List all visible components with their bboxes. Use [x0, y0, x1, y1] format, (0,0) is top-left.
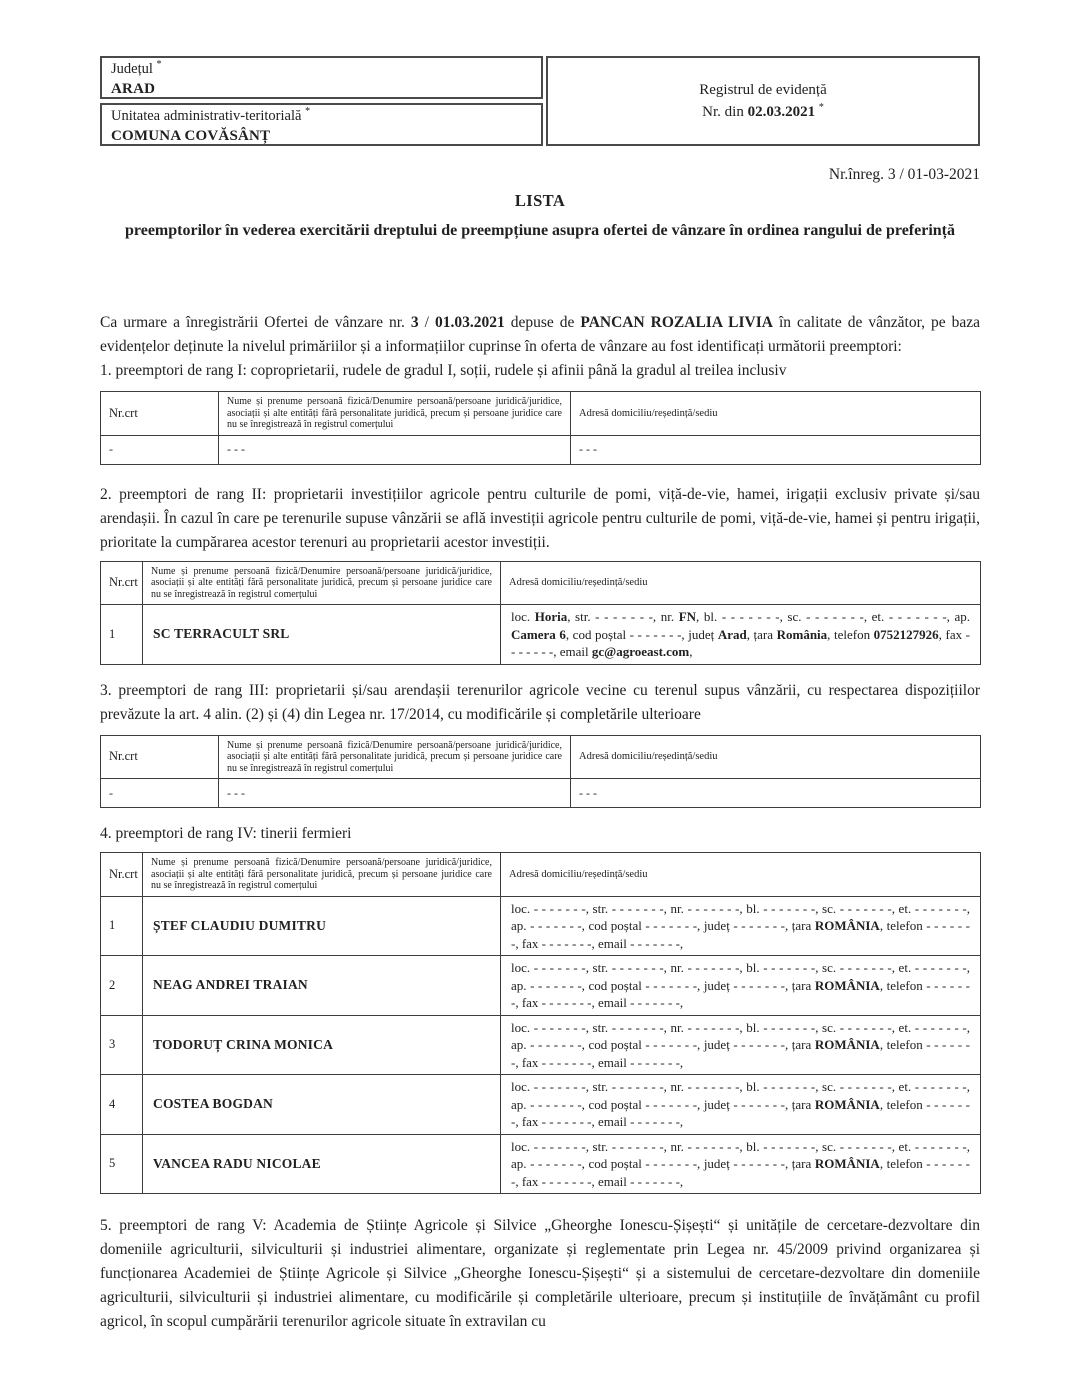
- table-row: [101, 435, 981, 464]
- document-subtitle: preemptorilor în vederea exercitării dreptului de preempțiune asupra ofertei de vânzare în ordinea rangului de preferință: [125, 222, 955, 239]
- cell-name: NEAG ANDREI TRAIAN: [143, 956, 501, 1016]
- cell-name: ȘTEF CLAUDIU DUMITRU: [143, 896, 501, 956]
- cell-address: loc. - - - - - - -, str. - - - - - - -, nr. - - - - - - -, bl. - - - - - - -, sc. - - - - - - -, et. - - - - - - -, ap. - - - - - - -, cod poștal - - - - - - -, județ - - - - - - -, țara ROMÂNIA, telefon - - - - - - -, fax - - - - - - -, email - - - - - - -,: [501, 1015, 981, 1075]
- section-rank1-heading: 1. preemptori de rang I: coproprietarii, rudele de gradul I, soții, rudele și afinii până la gradul al treilea inclusiv: [100, 362, 787, 379]
- uat-value: COMUNA COVĂSÂNȚ: [111, 128, 271, 144]
- cell-name: VANCEA RADU NICOLAE: [143, 1134, 501, 1194]
- cell-nr: 3: [101, 1015, 143, 1075]
- cell-nr: 4: [101, 1075, 143, 1135]
- cell-address: loc. - - - - - - -, str. - - - - - - -, nr. - - - - - - -, bl. - - - - - - -, sc. - - - - - - -, et. - - - - - - -, ap. - - - - - - -, cod poștal - - - - - - -, județ - - - - - - -, țara ROMÂNIA, telefon - - - - - - -, fax - - - - - - -, email - - - - - - -,: [501, 1134, 981, 1194]
- cell-name: - - -: [219, 435, 571, 464]
- column-header-nr: Nr.crt: [101, 561, 143, 605]
- rank4-table: [100, 852, 981, 1194]
- cell-address: - - -: [571, 435, 981, 464]
- cell-nr: 1: [101, 896, 143, 956]
- column-header-nr: Nr.crt: [101, 392, 219, 436]
- cell-nr: 2: [101, 956, 143, 1016]
- table-row: [101, 1075, 981, 1135]
- section-rank3-heading: 3. preemptori de rang III: proprietarii și/sau arendașii terenurilor agricole vecine cu terenul supus vânzării, cu respectarea dispozițiilor prevăzute la art. 4 alin. (2) și (4) din Legea nr. 17/2014, cu modificările și completările ulterioare: [100, 681, 980, 723]
- cell-address: loc. Horia, str. - - - - - - -, nr. FN, bl. - - - - - - -, sc. - - - - - - -, et. - - - - - - -, ap. Camera 6, cod poștal - - - - - - -, județ Arad, țara România, telefon 0752127926, fax - - - - - - -, email gc@agroeast.com,: [501, 605, 981, 665]
- table-header-row: [101, 561, 981, 605]
- cell-address: - - -: [571, 779, 981, 808]
- county-label: Județul *: [111, 59, 162, 77]
- column-header-address: Adresă domiciliu/reședință/sediu: [571, 735, 981, 779]
- header-left-column: [100, 56, 543, 146]
- column-header-address: Adresă domiciliu/reședință/sediu: [571, 392, 981, 436]
- uat-label: Unitatea administrativ-teritorială *: [111, 106, 311, 124]
- registry-box: [546, 56, 980, 146]
- registry-number-line: Nr. din 02.03.2021 *: [702, 102, 824, 120]
- cell-address: loc. - - - - - - -, str. - - - - - - -, nr. - - - - - - -, bl. - - - - - - -, sc. - - - - - - -, et. - - - - - - -, ap. - - - - - - -, cod poștal - - - - - - -, județ - - - - - - -, țara ROMÂNIA, telefon - - - - - - -, fax - - - - - - -, email - - - - - - -,: [501, 896, 981, 956]
- column-header-name: Nume și prenume persoană fizică/Denumire persoană/persoane juridică/juridice, asociații și alte entități fără personalitate juridică, precum și persoane juridice care nu se înregistrează în registrul comerțului: [143, 561, 501, 605]
- cell-address: loc. - - - - - - -, str. - - - - - - -, nr. - - - - - - -, bl. - - - - - - -, sc. - - - - - - -, et. - - - - - - -, ap. - - - - - - -, cod poștal - - - - - - -, județ - - - - - - -, țara ROMÂNIA, telefon - - - - - - -, fax - - - - - - -, email - - - - - - -,: [501, 1075, 981, 1135]
- column-header-nr: Nr.crt: [101, 853, 143, 897]
- rank3-table: [100, 735, 981, 809]
- cell-name: - - -: [219, 779, 571, 808]
- table-row: [101, 1015, 981, 1075]
- cell-name: TODORUȚ CRINA MONICA: [143, 1015, 501, 1075]
- rank1-table: [100, 391, 981, 465]
- cell-nr: 5: [101, 1134, 143, 1194]
- column-header-name: Nume și prenume persoană fizică/Denumire persoană/persoane juridică/juridice, asociații și alte entități fără personalitate juridică, precum și persoane juridice care nu se înregistrează în registrul comerțului: [143, 853, 501, 897]
- cell-nr: -: [101, 435, 219, 464]
- table-header-row: [101, 853, 981, 897]
- county-value: ARAD: [111, 81, 156, 97]
- table-header-row: [101, 735, 981, 779]
- document-title: LISTA: [514, 191, 566, 210]
- registry-title: Registrul de evidență: [699, 82, 827, 98]
- intro-paragraph: Ca urmare a înregistrării Ofertei de vânzare nr. 3 / 01.03.2021 depuse de PANCAN ROZALIA LIVIA în calitate de vânzător, pe baza evidențelor deținute la nivelul primăriilor și a informațiilor cuprinse în oferta de vânzare au fost identificați următorii preemptori:: [100, 314, 980, 355]
- required-asterisk: *: [305, 106, 311, 118]
- column-header-address: Adresă domiciliu/reședință/sediu: [501, 561, 981, 605]
- cell-name: COSTEA BOGDAN: [143, 1075, 501, 1135]
- table-row: [101, 896, 981, 956]
- section-rank2-heading: 2. preemptori de rang II: proprietarii investițiilor agricole pentru culturile de pomi, viță-de-vie, hamei, irigații exclusiv private și/sau arendașii. În cazul în care pe terenurile supuse vânzării se află investiții agricole pentru culturile de pomi, viță-de-vie, hamei și pentru irigații, prioritate la cumpărarea acestor terenuri au proprietarii acestor investiții.: [100, 485, 980, 551]
- column-header-name: Nume și prenume persoană fizică/Denumire persoană/persoane juridică/juridice, asociații și alte entități fără personalitate juridică, precum și persoane juridice care nu se înregistrează în registrul comerțului: [219, 392, 571, 436]
- column-header-address: Adresă domiciliu/reședință/sediu: [501, 853, 981, 897]
- table-row: [101, 1134, 981, 1194]
- document-header: [100, 56, 980, 146]
- cell-nr: 1: [101, 605, 143, 665]
- column-header-nr: Nr.crt: [101, 735, 219, 779]
- table-row: [101, 779, 981, 808]
- table-row: [101, 605, 981, 665]
- section-rank4-heading: 4. preemptori de rang IV: tinerii fermieri: [100, 825, 352, 842]
- required-asterisk: *: [818, 102, 824, 113]
- uat-box: [100, 103, 543, 146]
- column-header-name: Nume și prenume persoană fizică/Denumire persoană/persoane juridică/juridice, asociații și alte entități fără personalitate juridică, precum și persoane juridice care nu se înregistrează în registrul comerțului: [219, 735, 571, 779]
- table-header-row: [101, 392, 981, 436]
- table-row: [101, 956, 981, 1016]
- section-rank5-heading: 5. preemptori de rang V: Academia de Științe Agricole și Silvice „Gheorghe Ionescu-Șișești“ și unitățile de cercetare-dezvoltare din domeniile agriculturii, silviculturii și industriei alimentare, organizate și reglementate prin Legea nr. 45/2009 privind organizarea și funcționarea Academiei de Științe Agricole și Silvice „Gheorghe Ionescu-Șișești“ și a sistemului de cercetare-dezvoltare din domeniile agriculturii, silviculturii și industriei alimentare, cu modificările și completările ulterioare, precum și instituțiile de învățământ cu profil agricol, în scopul cumpărării terenurilor agricole situate în extravilan cu: [100, 1217, 980, 1330]
- cell-address: loc. - - - - - - -, str. - - - - - - -, nr. - - - - - - -, bl. - - - - - - -, sc. - - - - - - -, et. - - - - - - -, ap. - - - - - - -, cod poștal - - - - - - -, județ - - - - - - -, țara ROMÂNIA, telefon - - - - - - -, fax - - - - - - -, email - - - - - - -,: [501, 956, 981, 1016]
- cell-name: SC TERRACULT SRL: [143, 605, 501, 665]
- rank2-table: [100, 561, 981, 665]
- registration-number: Nr.înreg. 3 / 01-03-2021: [828, 166, 980, 183]
- cell-nr: -: [101, 779, 219, 808]
- required-asterisk: *: [156, 59, 162, 71]
- county-box: [100, 56, 543, 99]
